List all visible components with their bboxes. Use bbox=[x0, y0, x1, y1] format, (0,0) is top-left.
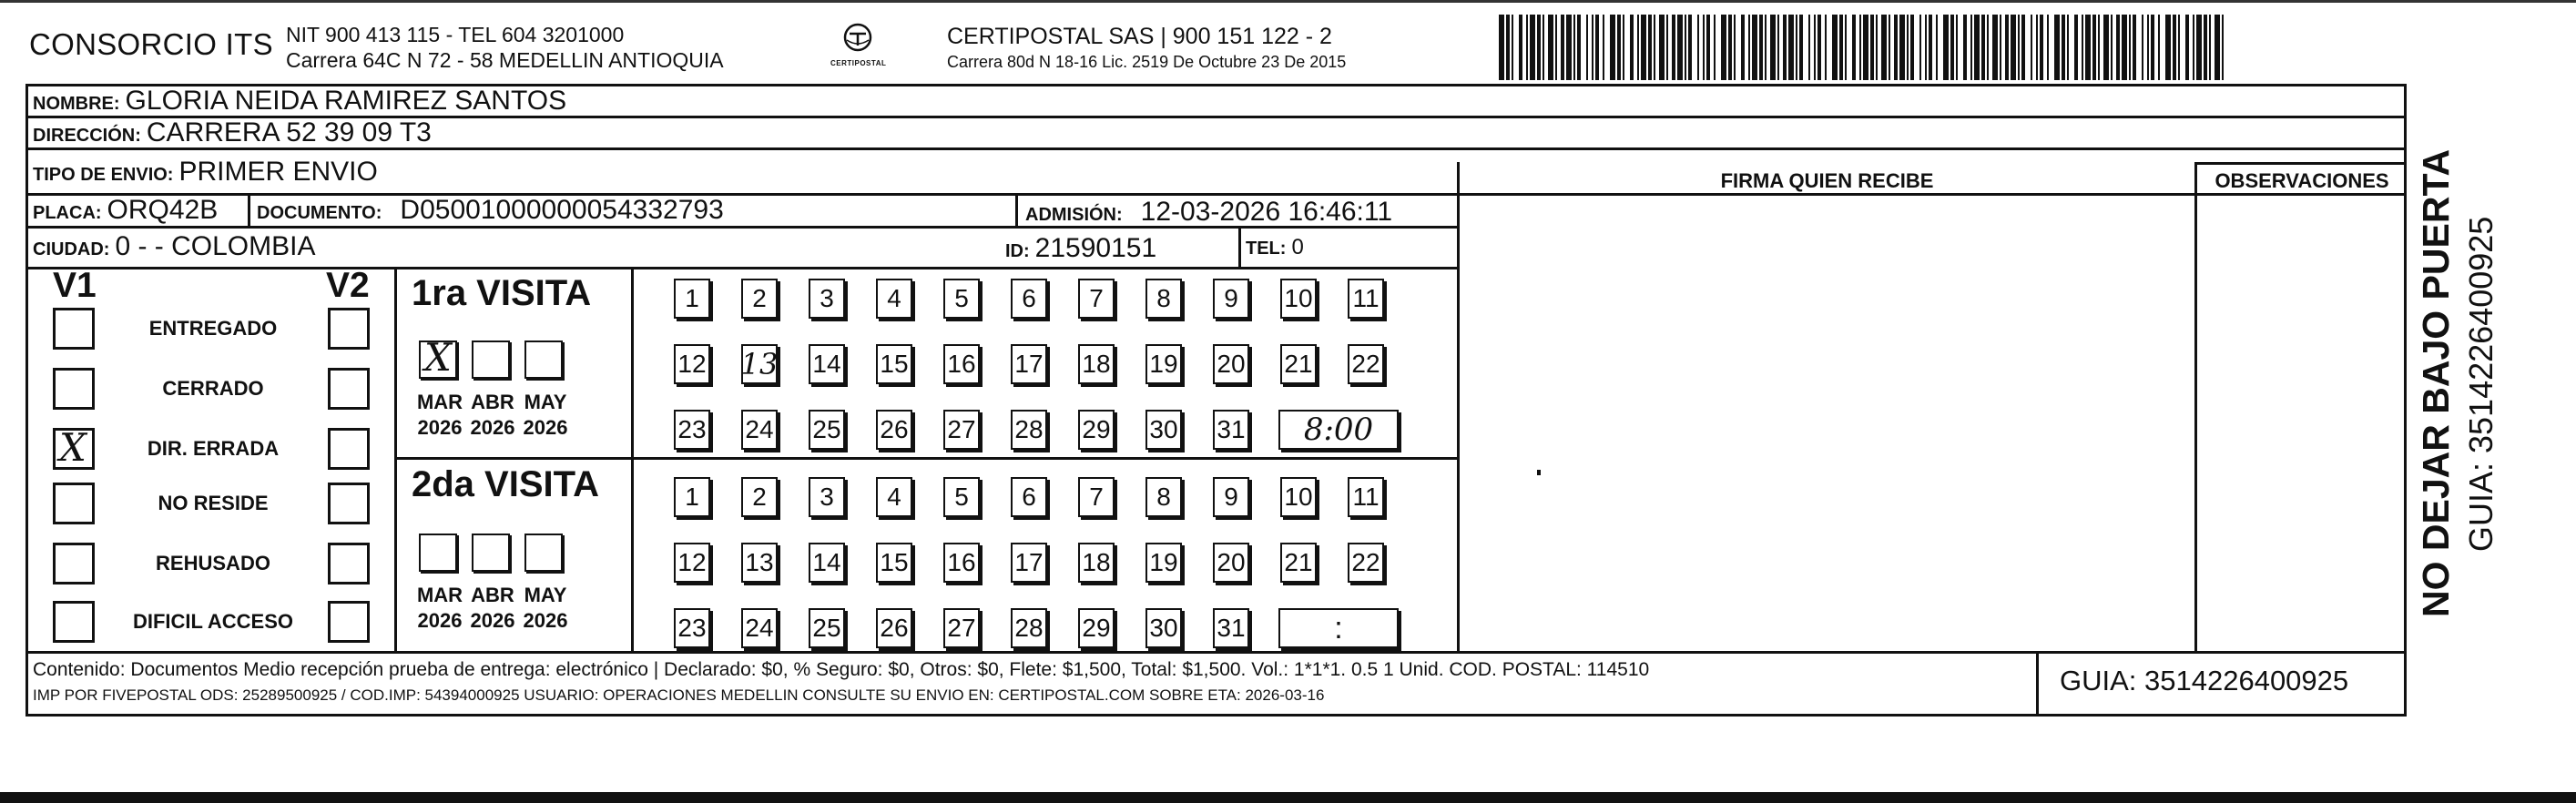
visit2-day-25[interactable]: 25 bbox=[809, 608, 845, 648]
visit2-day-26[interactable]: 26 bbox=[876, 608, 912, 648]
status-option-label: REHUSADO bbox=[156, 552, 270, 574]
document-label: DOCUMENTO: bbox=[257, 203, 382, 223]
visit2-month-label bbox=[517, 583, 574, 634]
visit2-day-8[interactable]: 8 bbox=[1145, 477, 1182, 517]
content-line: Contenido: Documentos Medio recepción prueba de entrega: electrónico | Declarado: $0, % Seguro: $0, Otros: $0, Flete: $1,500, Total: $1,500. Vol.: 1*1*1. 0.5 1 Unid. COD. POSTAL: 114510 bbox=[33, 659, 1650, 680]
document-row bbox=[257, 195, 724, 226]
visit2-month-year: 2026 bbox=[470, 609, 515, 632]
visit2-day-16[interactable]: 16 bbox=[943, 543, 980, 583]
barcode-bar bbox=[2224, 15, 2225, 80]
tel-label: TEL: bbox=[1246, 239, 1287, 259]
visit2-month-year: 2026 bbox=[523, 609, 568, 632]
visit2-day-19[interactable]: 19 bbox=[1145, 543, 1182, 583]
visit1-day-26[interactable]: 26 bbox=[876, 410, 912, 450]
v2-checkbox[interactable] bbox=[328, 428, 370, 470]
visit1-day-16[interactable]: 16 bbox=[943, 344, 980, 384]
visit1-day-1[interactable]: 1 bbox=[674, 279, 710, 319]
check-mark: X bbox=[59, 425, 87, 470]
visit2-month-name: MAY bbox=[524, 584, 567, 606]
visit1-day-10[interactable]: 10 bbox=[1280, 279, 1317, 319]
visit1-month-year: 2026 bbox=[523, 416, 568, 439]
visit2-day-15[interactable]: 15 bbox=[876, 543, 912, 583]
footer-guia: GUIA: 3514226400925 bbox=[2060, 665, 2349, 696]
v2-checkbox[interactable] bbox=[328, 601, 370, 643]
visit2-day-23[interactable]: 23 bbox=[674, 608, 710, 648]
observations-header: OBSERVACIONES bbox=[2215, 169, 2389, 192]
visit2-day-17[interactable]: 17 bbox=[1011, 543, 1047, 583]
visit2-day-18[interactable]: 18 bbox=[1078, 543, 1115, 583]
v1-checkbox[interactable] bbox=[53, 425, 95, 470]
type-value: PRIMER ENVIO bbox=[178, 157, 378, 187]
type-label: TIPO DE ENVIO: bbox=[33, 165, 174, 185]
visit1-title: 1ra VISITA bbox=[412, 273, 592, 313]
visit1-day-18[interactable]: 18 bbox=[1078, 344, 1115, 384]
name-row bbox=[33, 86, 566, 117]
v1-label: V1 bbox=[53, 266, 97, 305]
visit1-day-6[interactable]: 6 bbox=[1011, 279, 1047, 319]
visit2-day-27[interactable]: 27 bbox=[943, 608, 980, 648]
plate-row bbox=[33, 195, 218, 226]
visit1-day-19[interactable]: 19 bbox=[1145, 344, 1182, 384]
visit1-month-box-mar[interactable] bbox=[419, 335, 457, 380]
visit1-day-15[interactable]: 15 bbox=[876, 344, 912, 384]
signature-area[interactable] bbox=[1460, 196, 2194, 651]
certipostal-logo bbox=[830, 22, 885, 73]
visit1-month-year: 2026 bbox=[417, 416, 463, 439]
v1-checkbox[interactable] bbox=[53, 368, 95, 410]
visit1-day-4[interactable]: 4 bbox=[876, 279, 912, 319]
v2-checkbox[interactable] bbox=[328, 308, 370, 350]
visit1-day-24[interactable]: 24 bbox=[741, 410, 778, 450]
id-label: ID: bbox=[1005, 241, 1030, 261]
status-option-label: ENTREGADO bbox=[148, 317, 278, 340]
city-value: 0 - - COLOMBIA bbox=[115, 231, 316, 261]
visit1-month-label bbox=[464, 390, 521, 441]
document-value: D05001000000054332793 bbox=[400, 195, 724, 225]
name-value: GLORIA NEIDA RAMIREZ SANTOS bbox=[125, 86, 567, 116]
logo-icon bbox=[840, 22, 876, 55]
type-row bbox=[33, 157, 378, 188]
visit1-day-27[interactable]: 27 bbox=[943, 410, 980, 450]
v1-checkbox[interactable] bbox=[53, 601, 95, 643]
plate-label: PLACA: bbox=[33, 203, 102, 223]
admission-value: 12-03-2026 16:46:11 bbox=[1140, 197, 1393, 227]
visit2-day-12[interactable]: 12 bbox=[674, 543, 710, 583]
visit2-month-box-abr[interactable] bbox=[472, 534, 510, 572]
v2-checkbox[interactable] bbox=[328, 483, 370, 524]
city-row bbox=[33, 231, 315, 262]
visit1-day-2[interactable]: 2 bbox=[741, 279, 778, 319]
visit2-day-24[interactable]: 24 bbox=[741, 608, 778, 648]
visit1-day-28[interactable]: 28 bbox=[1011, 410, 1047, 450]
visit2-day-21[interactable]: 21 bbox=[1280, 543, 1317, 583]
address-row bbox=[33, 117, 432, 148]
visit1-day-12[interactable]: 12 bbox=[674, 344, 710, 384]
visit1-day-5[interactable]: 5 bbox=[943, 279, 980, 319]
bottom-edge bbox=[0, 792, 2576, 803]
visit2-day-4[interactable]: 4 bbox=[876, 477, 912, 517]
visit1-day-11[interactable]: 11 bbox=[1348, 279, 1384, 319]
visit2-day-13[interactable]: 13 bbox=[741, 543, 778, 583]
visit2-day-31[interactable]: 31 bbox=[1213, 608, 1249, 648]
id-row bbox=[1005, 233, 1156, 264]
city-label: CIUDAD: bbox=[33, 239, 110, 259]
signature-header: FIRMA QUIEN RECIBE bbox=[1720, 169, 1934, 192]
visit2-day-7[interactable]: 7 bbox=[1078, 477, 1115, 517]
visit1-day-9[interactable]: 9 bbox=[1213, 279, 1249, 319]
visit2-day-20[interactable]: 20 bbox=[1213, 543, 1249, 583]
visit2-month-label bbox=[412, 583, 468, 634]
visit1-month-name: MAR bbox=[416, 391, 463, 413]
visit2-title: 2da VISITA bbox=[412, 464, 599, 504]
visit1-day-20[interactable]: 20 bbox=[1213, 344, 1249, 384]
visit2-day-6[interactable]: 6 bbox=[1011, 477, 1047, 517]
observations-area[interactable] bbox=[2197, 196, 2407, 651]
v1-checkbox[interactable] bbox=[53, 483, 95, 524]
visit1-month-name: MAY bbox=[524, 391, 567, 413]
visit1-month-label bbox=[412, 390, 468, 441]
visit1-day-17[interactable]: 17 bbox=[1011, 344, 1047, 384]
sender-nit: NIT 900 413 115 - TEL 604 3201000 bbox=[286, 23, 625, 46]
visit1-day-30[interactable]: 30 bbox=[1145, 410, 1182, 450]
visit1-month-year: 2026 bbox=[470, 416, 515, 439]
tel-value: 0 bbox=[1291, 235, 1304, 259]
visit1-month-name: ABR bbox=[471, 391, 514, 413]
carrier-name: CERTIPOSTAL SAS | 900 151 122 - 2 bbox=[947, 24, 1332, 49]
plate-value: ORQ42B bbox=[107, 195, 219, 225]
status-option-label: DIR. ERRADA bbox=[147, 437, 280, 460]
sender-name: CONSORCIO ITS bbox=[29, 27, 273, 61]
visit1-time-box[interactable]: 8:00 bbox=[1278, 410, 1399, 450]
visit1-day-29[interactable]: 29 bbox=[1078, 410, 1115, 450]
visit1-day-21[interactable]: 21 bbox=[1280, 344, 1317, 384]
imp-line: IMP POR FIVEPOSTAL ODS: 25289500925 / COD.IMP: 54394000925 USUARIO: OPERACIONES MEDELLIN CONSULTE SU ENVIO EN: CERTIPOSTAL.COM SOBRE ETA: 2026-03-16 bbox=[33, 686, 1325, 704]
sender-address: Carrera 64C N 72 - 58 MEDELLIN ANTIOQUIA bbox=[286, 48, 724, 72]
visit1-day-14[interactable]: 14 bbox=[809, 344, 845, 384]
side-guia: GUIA: 3514226400925 bbox=[2462, 216, 2500, 552]
visit1-month-box-abr[interactable] bbox=[472, 341, 510, 379]
status-option-label: CERRADO bbox=[162, 377, 264, 400]
visit2-day-5[interactable]: 5 bbox=[943, 477, 980, 517]
visit1-day-7[interactable]: 7 bbox=[1078, 279, 1115, 319]
v2-label: V2 bbox=[326, 266, 370, 305]
visit2-day-14[interactable]: 14 bbox=[809, 543, 845, 583]
address-label: DIRECCIÓN: bbox=[33, 126, 141, 146]
visit2-day-1[interactable]: 1 bbox=[674, 477, 710, 517]
visit2-day-11[interactable]: 11 bbox=[1348, 477, 1384, 517]
top-edge bbox=[0, 0, 2576, 3]
status-option-label: NO RESIDE bbox=[158, 492, 269, 514]
visit2-day-22[interactable]: 22 bbox=[1348, 543, 1384, 583]
logo-text: CERTIPOSTAL bbox=[830, 59, 887, 67]
visit1-day-25[interactable]: 25 bbox=[809, 410, 845, 450]
visit1-month-label bbox=[517, 390, 574, 441]
visit2-month-name: MAR bbox=[416, 584, 463, 606]
v2-checkbox[interactable] bbox=[328, 368, 370, 410]
pen-mark bbox=[1537, 470, 1541, 475]
visit2-month-box-mar[interactable] bbox=[419, 534, 457, 572]
name-label: NOMBRE: bbox=[33, 94, 120, 114]
side-warning: NO DEJAR BAJO PUERTA bbox=[2415, 148, 2457, 617]
visit2-day-2[interactable]: 2 bbox=[741, 477, 778, 517]
id-value: 21590151 bbox=[1034, 233, 1157, 263]
visit2-day-3[interactable]: 3 bbox=[809, 477, 845, 517]
v1-checkbox[interactable] bbox=[53, 308, 95, 350]
visit1-day-23[interactable]: 23 bbox=[674, 410, 710, 450]
visit2-month-year: 2026 bbox=[417, 609, 463, 632]
month-mark: X bbox=[424, 335, 452, 380]
v1-checkbox[interactable] bbox=[53, 543, 95, 584]
barcode bbox=[1499, 15, 2225, 80]
visit2-day-10[interactable]: 10 bbox=[1280, 477, 1317, 517]
visit2-day-28[interactable]: 28 bbox=[1011, 608, 1047, 648]
status-option-label: DIFICIL ACCESO bbox=[132, 610, 293, 633]
tel-row bbox=[1246, 235, 1304, 260]
admission-label: ADMISIÓN: bbox=[1025, 205, 1123, 225]
v2-checkbox[interactable] bbox=[328, 543, 370, 584]
visit2-month-label bbox=[464, 583, 521, 634]
visit1-day-31[interactable]: 31 bbox=[1213, 410, 1249, 450]
carrier-address: Carrera 80d N 18-16 Lic. 2519 De Octubre 23 De 2015 bbox=[947, 53, 1347, 71]
admission-row bbox=[1025, 197, 1392, 228]
visit2-month-name: ABR bbox=[471, 584, 514, 606]
visit1-month-box-may[interactable] bbox=[524, 341, 563, 379]
visit2-day-9[interactable]: 9 bbox=[1213, 477, 1249, 517]
visit1-day-3[interactable]: 3 bbox=[809, 279, 845, 319]
visit1-day-22[interactable]: 22 bbox=[1348, 344, 1384, 384]
visit2-day-29[interactable]: 29 bbox=[1078, 608, 1115, 648]
visit1-day-13[interactable]: 13 bbox=[741, 344, 778, 384]
visit2-month-box-may[interactable] bbox=[524, 534, 563, 572]
visit1-day-8[interactable]: 8 bbox=[1145, 279, 1182, 319]
visit2-time-box[interactable]: : bbox=[1278, 608, 1399, 648]
address-value: CARRERA 52 39 09 T3 bbox=[146, 117, 432, 147]
visit2-day-30[interactable]: 30 bbox=[1145, 608, 1182, 648]
